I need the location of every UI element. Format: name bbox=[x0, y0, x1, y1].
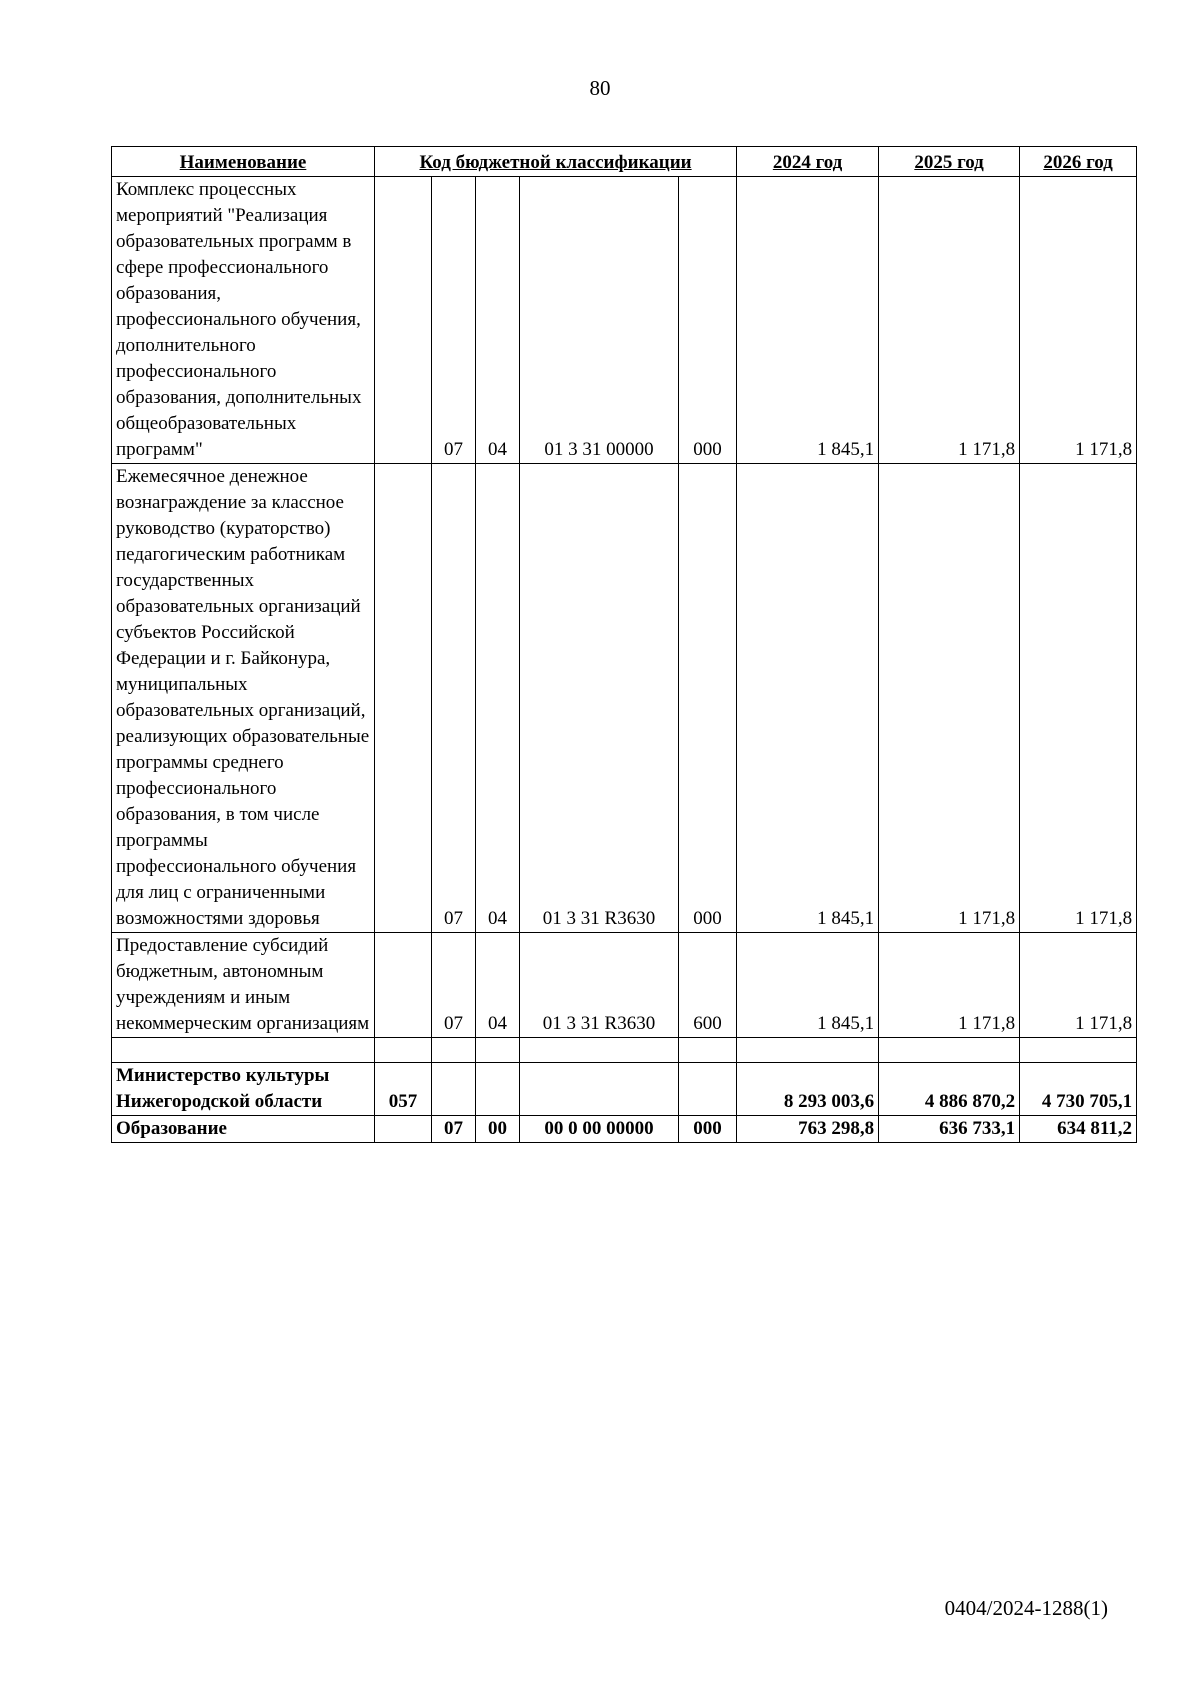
spacer-cell bbox=[375, 1038, 432, 1063]
header-name: Наименование bbox=[112, 147, 375, 177]
row-section: 07 bbox=[432, 177, 476, 464]
table-row bbox=[112, 1063, 1137, 1116]
row-target-article: 00 0 00 00000 bbox=[520, 1116, 679, 1143]
row-section: 07 bbox=[432, 1116, 476, 1143]
row-subsection: 00 bbox=[476, 1116, 520, 1143]
row-2024: 1 845,1 bbox=[737, 933, 879, 1038]
row-subsection: 04 bbox=[476, 933, 520, 1038]
spacer-cell bbox=[520, 1038, 679, 1063]
row-name: Комплекс процессных мероприятий "Реализация образовательных программ в сфере профессионального образования, профессионального обучения, дополнительного профессионального образования, дополнительных общеобразовательных программ" bbox=[112, 177, 375, 464]
table-row bbox=[112, 177, 1137, 464]
spacer-cell bbox=[879, 1038, 1020, 1063]
row-2024: 8 293 003,6 bbox=[737, 1063, 879, 1116]
row-grbs bbox=[375, 464, 432, 933]
row-2025: 1 171,8 bbox=[879, 933, 1020, 1038]
row-2026: 1 171,8 bbox=[1020, 177, 1137, 464]
row-target-article bbox=[520, 1063, 679, 1116]
row-subsection bbox=[476, 1063, 520, 1116]
header-2024: 2024 год bbox=[737, 147, 879, 177]
row-subsection: 04 bbox=[476, 177, 520, 464]
table-row bbox=[112, 1116, 1137, 1143]
row-2026: 1 171,8 bbox=[1020, 933, 1137, 1038]
row-name: Предоставление субсидий бюджетным, автономным учреждениям и иным некоммерческим организациям bbox=[112, 933, 375, 1038]
spacer-cell bbox=[476, 1038, 520, 1063]
spacer-cell bbox=[679, 1038, 737, 1063]
row-grbs bbox=[375, 1116, 432, 1143]
row-expense-type: 000 bbox=[679, 177, 737, 464]
header-2026: 2026 год bbox=[1020, 147, 1137, 177]
row-target-article: 01 3 31 R3630 bbox=[520, 464, 679, 933]
row-subsection: 04 bbox=[476, 464, 520, 933]
row-grbs bbox=[375, 177, 432, 464]
spacer-cell bbox=[1020, 1038, 1137, 1063]
row-2025: 1 171,8 bbox=[879, 177, 1020, 464]
row-target-article: 01 3 31 R3630 bbox=[520, 933, 679, 1038]
row-2024: 1 845,1 bbox=[737, 177, 879, 464]
row-grbs bbox=[375, 933, 432, 1038]
header-code: Код бюджетной классификации bbox=[375, 147, 737, 177]
header-2025: 2025 год bbox=[879, 147, 1020, 177]
row-section: 07 bbox=[432, 933, 476, 1038]
row-section: 07 bbox=[432, 464, 476, 933]
row-name: Ежемесячное денежное вознаграждение за классное руководство (кураторство) педагогическим работникам государственных образовательных организаций субъектов Российской Федерации и г. Байконура, муниципальных образовательных организаций, реализующих образовательные программы среднего профессионального образования, в том числе программы профессионального обучения для лиц с ограниченными возможностями здоровья bbox=[112, 464, 375, 933]
row-2025: 1 171,8 bbox=[879, 464, 1020, 933]
row-2024: 763 298,8 bbox=[737, 1116, 879, 1143]
spacer-cell bbox=[112, 1038, 375, 1063]
row-target-article: 01 3 31 00000 bbox=[520, 177, 679, 464]
page-number: 80 bbox=[589, 76, 611, 100]
row-2026: 4 730 705,1 bbox=[1020, 1063, 1137, 1116]
row-name: Образование bbox=[112, 1116, 375, 1143]
row-2024: 1 845,1 bbox=[737, 464, 879, 933]
table-row bbox=[112, 933, 1137, 1038]
spacer-cell bbox=[432, 1038, 476, 1063]
spacer-row bbox=[112, 1038, 1137, 1063]
row-expense-type: 000 bbox=[679, 1116, 737, 1143]
row-2025: 4 886 870,2 bbox=[879, 1063, 1020, 1116]
row-expense-type bbox=[679, 1063, 737, 1116]
row-2026: 1 171,8 bbox=[1020, 464, 1137, 933]
row-grbs: 057 bbox=[375, 1063, 432, 1116]
row-2025: 636 733,1 bbox=[879, 1116, 1020, 1143]
row-name: Министерство культуры Нижегородской области bbox=[112, 1063, 375, 1116]
document-id: 0404/2024-1288(1) bbox=[944, 1596, 1108, 1620]
row-section bbox=[432, 1063, 476, 1116]
spacer-cell bbox=[737, 1038, 879, 1063]
row-2026: 634 811,2 bbox=[1020, 1116, 1137, 1143]
row-expense-type: 600 bbox=[679, 933, 737, 1038]
table-row bbox=[112, 464, 1137, 933]
row-expense-type: 000 bbox=[679, 464, 737, 933]
table-header-row bbox=[112, 147, 1137, 177]
budget-table bbox=[111, 146, 1137, 1143]
